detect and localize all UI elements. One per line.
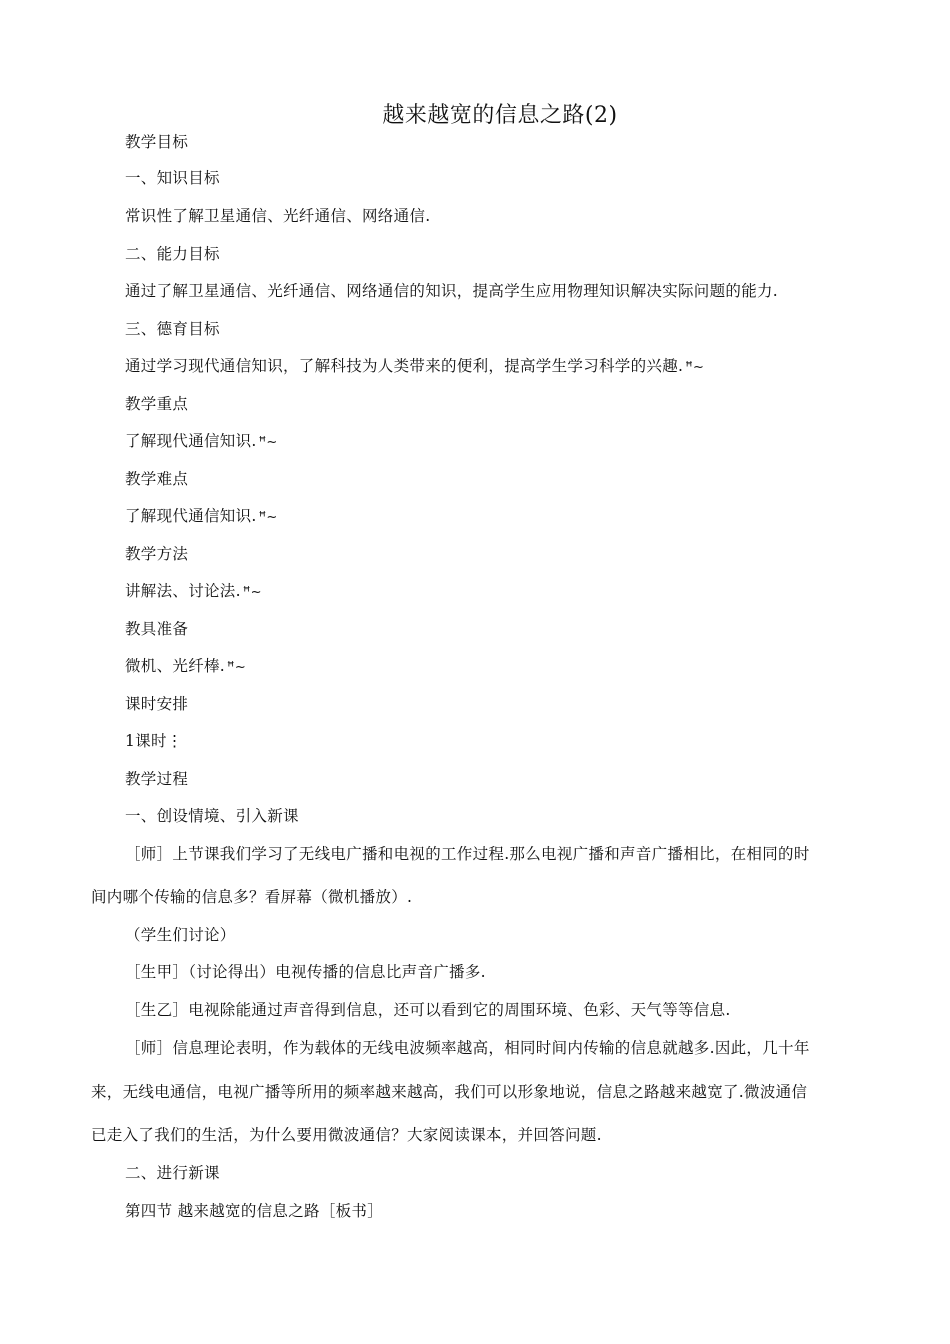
paragraph-difficult-points (125, 504, 278, 526)
paragraph-teaching-aids (125, 654, 246, 676)
paragraph-teacher-2-line-2: 来，无线电通信，电视广播等所用的频率越来越高，我们可以形象地说，信息之路越来越宽了.微波通信 (91, 1083, 808, 1101)
heading-key-points: 教学重点 (125, 395, 189, 413)
heading-new-lesson: 二、进行新课 (125, 1164, 220, 1182)
decorative-mark-icon: ꟸ~ (258, 434, 278, 450)
heading-teaching-process: 教学过程 (125, 770, 189, 788)
heading-moral-goals: 三、德育目标 (125, 320, 220, 338)
paragraph-student-a: ［生甲］（讨论得出）电视传播的信息比声音广播多. (125, 963, 486, 981)
decorative-mark-icon: ꟸ~ (258, 509, 278, 525)
paragraph-knowledge-goals: 常识性了解卫星通信、光纤通信、网络通信. (125, 207, 431, 225)
heading-schedule: 课时安排 (125, 695, 189, 713)
paragraph-text: 了解现代通信知识. (125, 432, 257, 450)
paragraph-schedule: 1课时⋮ (125, 732, 183, 750)
paragraph-teacher-1-line-2: 间内哪个传输的信息多？看屏幕（微机播放）. (91, 888, 413, 906)
paragraph-text: 通过学习现代通信知识，了解科技为人类带来的便利，提高学生学习科学的兴趣. (125, 357, 684, 375)
heading-introduction: 一、创设情境、引入新课 (125, 807, 299, 825)
heading-difficult-points: 教学难点 (125, 470, 189, 488)
heading-section-four: 第四节 越来越宽的信息之路［板书］ (125, 1202, 384, 1220)
document-title: 越来越宽的信息之路(2) (382, 103, 618, 128)
decorative-mark-icon: ꟸ~ (227, 659, 247, 675)
paragraph-text: 讲解法、讨论法. (125, 582, 241, 600)
paragraph-text: 了解现代通信知识. (125, 507, 257, 525)
paragraph-key-points (125, 429, 278, 451)
paragraph-ability-goals: 通过了解卫星通信、光纤通信、网络通信的知识，提高学生应用物理知识解决实际问题的能力. (125, 282, 779, 300)
heading-ability-goals: 二、能力目标 (125, 245, 220, 263)
heading-knowledge-goals: 一、知识目标 (125, 169, 220, 187)
heading-teaching-goals: 教学目标 (125, 133, 189, 151)
paragraph-teaching-methods (125, 579, 262, 601)
paragraph-teacher-2-line-1: ［师］信息理论表明，作为载体的无线电波频率越高，相同时间内传输的信息就越多.因此，几十年 (125, 1039, 810, 1057)
paragraph-student-b: ［生乙］电视除能通过声音得到信息，还可以看到它的周围环境、色彩、天气等等信息. (125, 1001, 731, 1019)
paragraph-text: 微机、光纤棒. (125, 657, 226, 675)
paragraph-students-discuss: （学生们讨论） (125, 926, 236, 944)
heading-teaching-aids: 教具准备 (125, 620, 189, 638)
paragraph-teacher-2-line-3: 已走入了我们的生活，为什么要用微波通信？大家阅读课本，并回答问题. (91, 1126, 602, 1144)
paragraph-moral-goals (125, 354, 704, 376)
decorative-mark-icon: ꟸ~ (685, 359, 705, 375)
decorative-mark-icon: ꟸ~ (242, 584, 262, 600)
paragraph-teacher-1-line-1: ［师］上节课我们学习了无线电广播和电视的工作过程.那么电视广播和声音广播相比，在相同的时 (125, 845, 810, 863)
heading-teaching-methods: 教学方法 (125, 545, 189, 563)
